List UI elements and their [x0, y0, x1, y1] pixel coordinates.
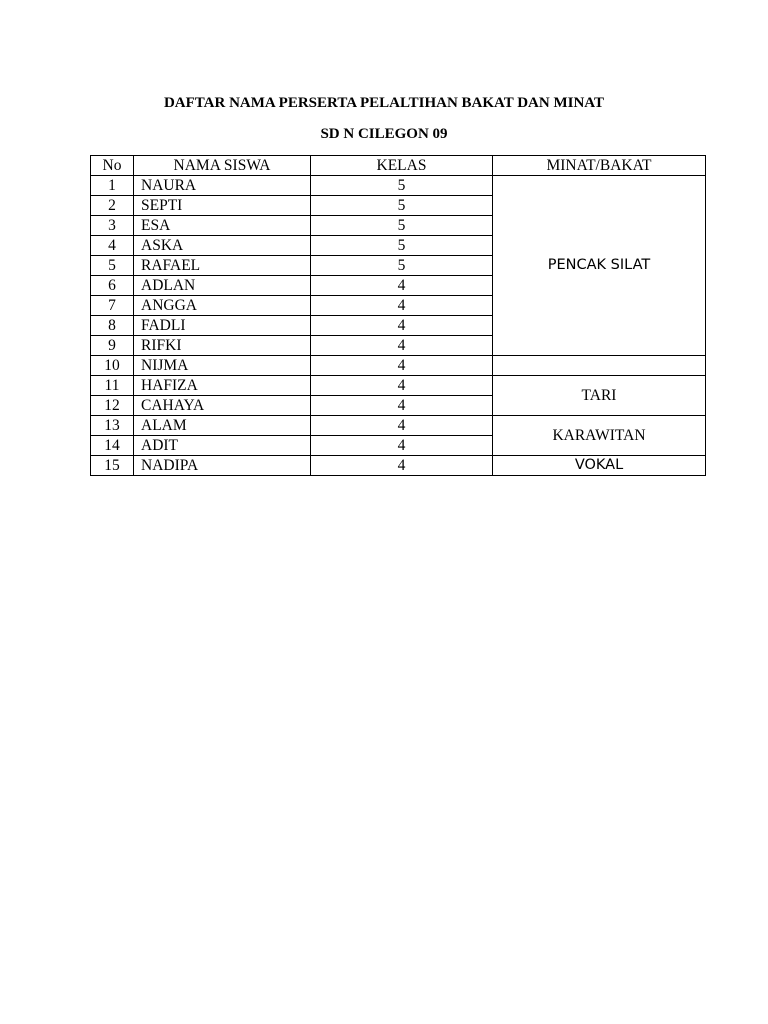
cell-kelas: 5	[311, 216, 493, 236]
cell-kelas: 5	[311, 176, 493, 196]
table-row	[91, 416, 706, 436]
cell-no: 7	[91, 296, 134, 316]
cell-minat-bakat: KARAWITAN	[493, 416, 706, 456]
cell-kelas: 4	[311, 276, 493, 296]
cell-student-name: ADLAN	[134, 276, 311, 296]
cell-no: 1	[91, 176, 134, 196]
cell-student-name: SEPTI	[134, 196, 311, 216]
cell-student-name: NIJMA	[134, 356, 311, 376]
cell-student-name: HAFIZA	[134, 376, 311, 396]
cell-no: 14	[91, 436, 134, 456]
cell-kelas: 4	[311, 296, 493, 316]
cell-student-name: RAFAEL	[134, 256, 311, 276]
cell-student-name: ESA	[134, 216, 311, 236]
table-header-row	[91, 156, 706, 176]
header-name: NAMA SISWA	[134, 156, 311, 176]
cell-no: 3	[91, 216, 134, 236]
cell-no: 8	[91, 316, 134, 336]
cell-no: 9	[91, 336, 134, 356]
cell-student-name: ADIT	[134, 436, 311, 456]
cell-student-name: FADLI	[134, 316, 311, 336]
cell-student-name: NAURA	[134, 176, 311, 196]
cell-kelas: 5	[311, 196, 493, 216]
cell-no: 11	[91, 376, 134, 396]
cell-kelas: 4	[311, 376, 493, 396]
cell-kelas: 4	[311, 436, 493, 456]
cell-kelas: 5	[311, 236, 493, 256]
cell-no: 5	[91, 256, 134, 276]
cell-no: 6	[91, 276, 134, 296]
cell-no: 13	[91, 416, 134, 436]
cell-kelas: 4	[311, 336, 493, 356]
cell-student-name: NADIPA	[134, 456, 311, 476]
cell-student-name: ANGGA	[134, 296, 311, 316]
table-row	[91, 176, 706, 196]
table-row	[91, 456, 706, 476]
header-no: No	[91, 156, 134, 176]
participant-table	[90, 155, 706, 476]
cell-minat-bakat: VOKAL	[493, 456, 706, 476]
cell-no: 12	[91, 396, 134, 416]
table-header	[91, 156, 706, 176]
cell-kelas: 4	[311, 316, 493, 336]
cell-minat-bakat	[493, 356, 706, 376]
cell-minat-bakat: PENCAK SILAT	[493, 176, 706, 356]
cell-student-name: RIFKI	[134, 336, 311, 356]
cell-kelas: 4	[311, 456, 493, 476]
cell-student-name: ALAM	[134, 416, 311, 436]
cell-kelas: 4	[311, 356, 493, 376]
table-row	[91, 376, 706, 396]
cell-no: 10	[91, 356, 134, 376]
cell-kelas: 4	[311, 416, 493, 436]
table-row	[91, 356, 706, 376]
cell-student-name: CAHAYA	[134, 396, 311, 416]
cell-student-name: ASKA	[134, 236, 311, 256]
cell-no: 4	[91, 236, 134, 256]
table-body	[91, 176, 706, 476]
document-subtitle: SD N CILEGON 09	[320, 126, 448, 142]
cell-minat-bakat: TARI	[493, 376, 706, 416]
cell-kelas: 5	[311, 256, 493, 276]
header-kelas: KELAS	[311, 156, 493, 176]
header-minat: MINAT/BAKAT	[493, 156, 706, 176]
cell-no: 2	[91, 196, 134, 216]
document-title: DAFTAR NAMA PERSERTA PELALTIHAN BAKAT DAN MINAT	[163, 95, 605, 111]
cell-no: 15	[91, 456, 134, 476]
cell-kelas: 4	[311, 396, 493, 416]
